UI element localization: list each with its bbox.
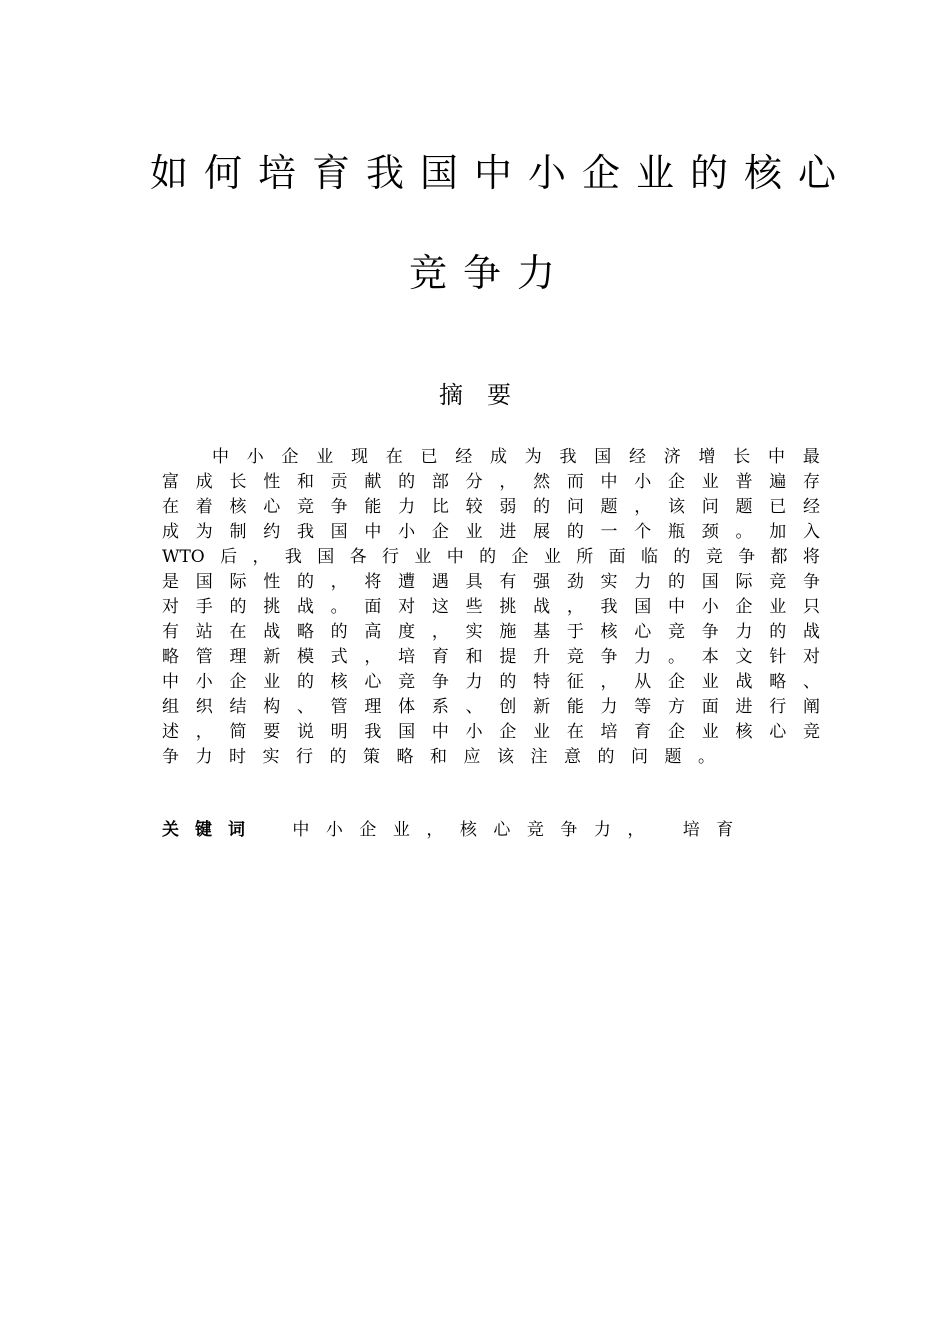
abstract-body xyxy=(162,445,820,770)
keywords-value: 中小企业，核心竞争力， 培育 xyxy=(292,820,750,840)
abstract-line: WTO 后 ， 我 国 各 行 业 中 的 企 业 所 面 临 的 竞 争 都 将 xyxy=(162,547,820,567)
abstract-line: 略 管 理 新 模 式 ， 培 育 和 提 升 竞 争 力 。 本 文 针 对 xyxy=(162,647,820,667)
title-line-2: 竞争力 xyxy=(408,251,571,295)
abstract-line: 中 小 企 业 的 核 心 竞 争 力 的 特 征 ， 从 企 业 战 略 、 xyxy=(162,672,820,692)
abstract-line: 成 为 制 约 我 国 中 小 企 业 进 展 的 一 个 瓶 颈 。 加 入 xyxy=(162,522,820,542)
title-line-1: 如何培育我国中小企业的核心 xyxy=(150,151,853,195)
abstract-line: 争 力 时 实 行 的 策 略 和 应 该 注 意 的 问 题 。 xyxy=(162,747,715,767)
abstract-line: 对 手 的 挑 战 。 面 对 这 些 挑 战 ， 我 国 中 小 企 业 只 xyxy=(162,597,820,617)
abstract-line: 有 站 在 战 略 的 高 度 ， 实 施 基 于 核 心 竞 争 力 的 战 xyxy=(162,622,820,642)
abstract-line: 述 ， 简 要 说 明 我 国 中 小 企 业 在 培 育 企 业 核 心 竞 xyxy=(162,722,820,742)
abstract-heading: 摘 要 xyxy=(439,381,511,409)
abstract-line: 富 成 长 性 和 贡 献 的 部 分 ， 然 而 中 小 企 业 普 遍 存 xyxy=(162,472,820,492)
abstract-line: 组 织 结 构 、 管 理 体 系 、 创 新 能 力 等 方 面 进 行 阐 xyxy=(162,697,820,717)
abstract-line: 中 小 企 业 现 在 已 经 成 为 我 国 经 济 增 长 中 最 xyxy=(212,447,820,467)
keywords xyxy=(162,818,750,843)
abstract-line: 在 着 核 心 竞 争 能 力 比 较 弱 的 问 题 ， 该 问 题 已 经 xyxy=(162,497,820,517)
keywords-label: 关键词 xyxy=(162,820,261,840)
abstract-line: 是 国 际 性 的 ， 将 遭 遇 具 有 强 劲 实 力 的 国 际 竞 争 xyxy=(162,572,820,592)
